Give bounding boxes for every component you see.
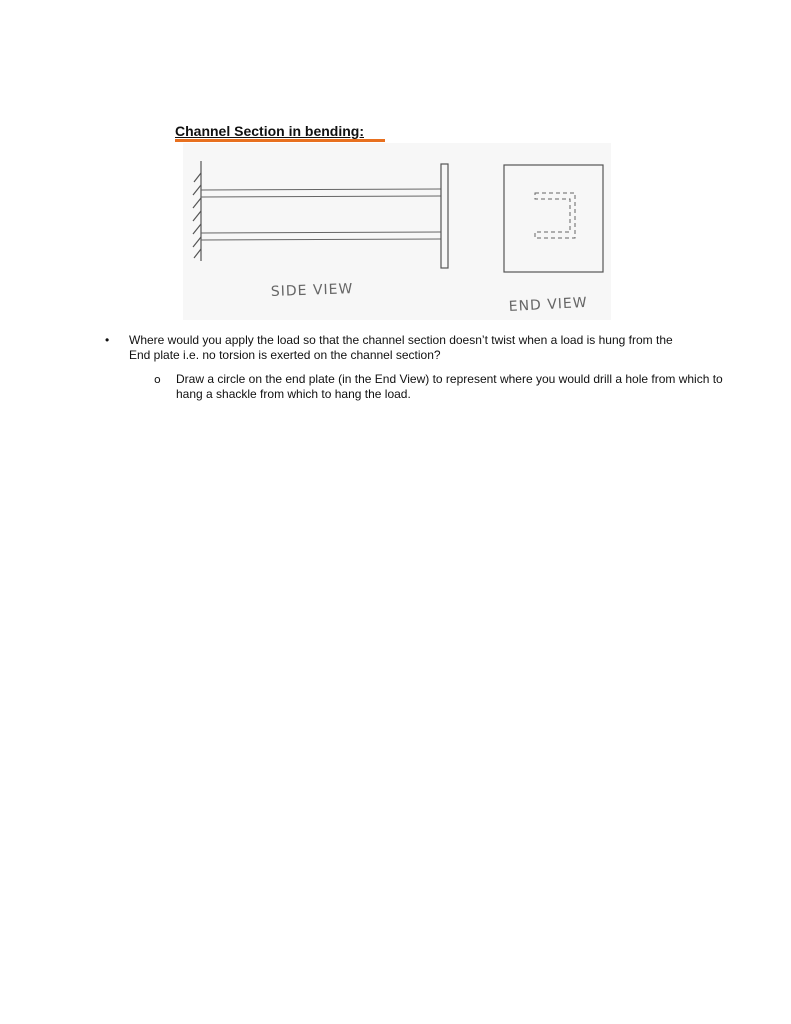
- sub-bullet-marker: o: [154, 373, 161, 386]
- question-main: Where would you apply the load so that the channel section doesn’t twist when a load is hung from the End plate i.e. no torsion is exerted on the channel section?: [129, 333, 673, 362]
- end-view-label: END VIEW: [508, 294, 589, 315]
- channel-section-sketch: [183, 143, 611, 320]
- page-title: Channel Section in bending:: [175, 123, 364, 139]
- question-sub: Draw a circle on the end plate (in the End View) to represent where you would drill a hole from which to hang a shackle from which to hang the load.: [176, 372, 723, 401]
- bullet-marker: •: [105, 333, 110, 347]
- side-view-label: SIDE VIEW: [270, 281, 354, 300]
- title-underline-highlight: [175, 139, 385, 142]
